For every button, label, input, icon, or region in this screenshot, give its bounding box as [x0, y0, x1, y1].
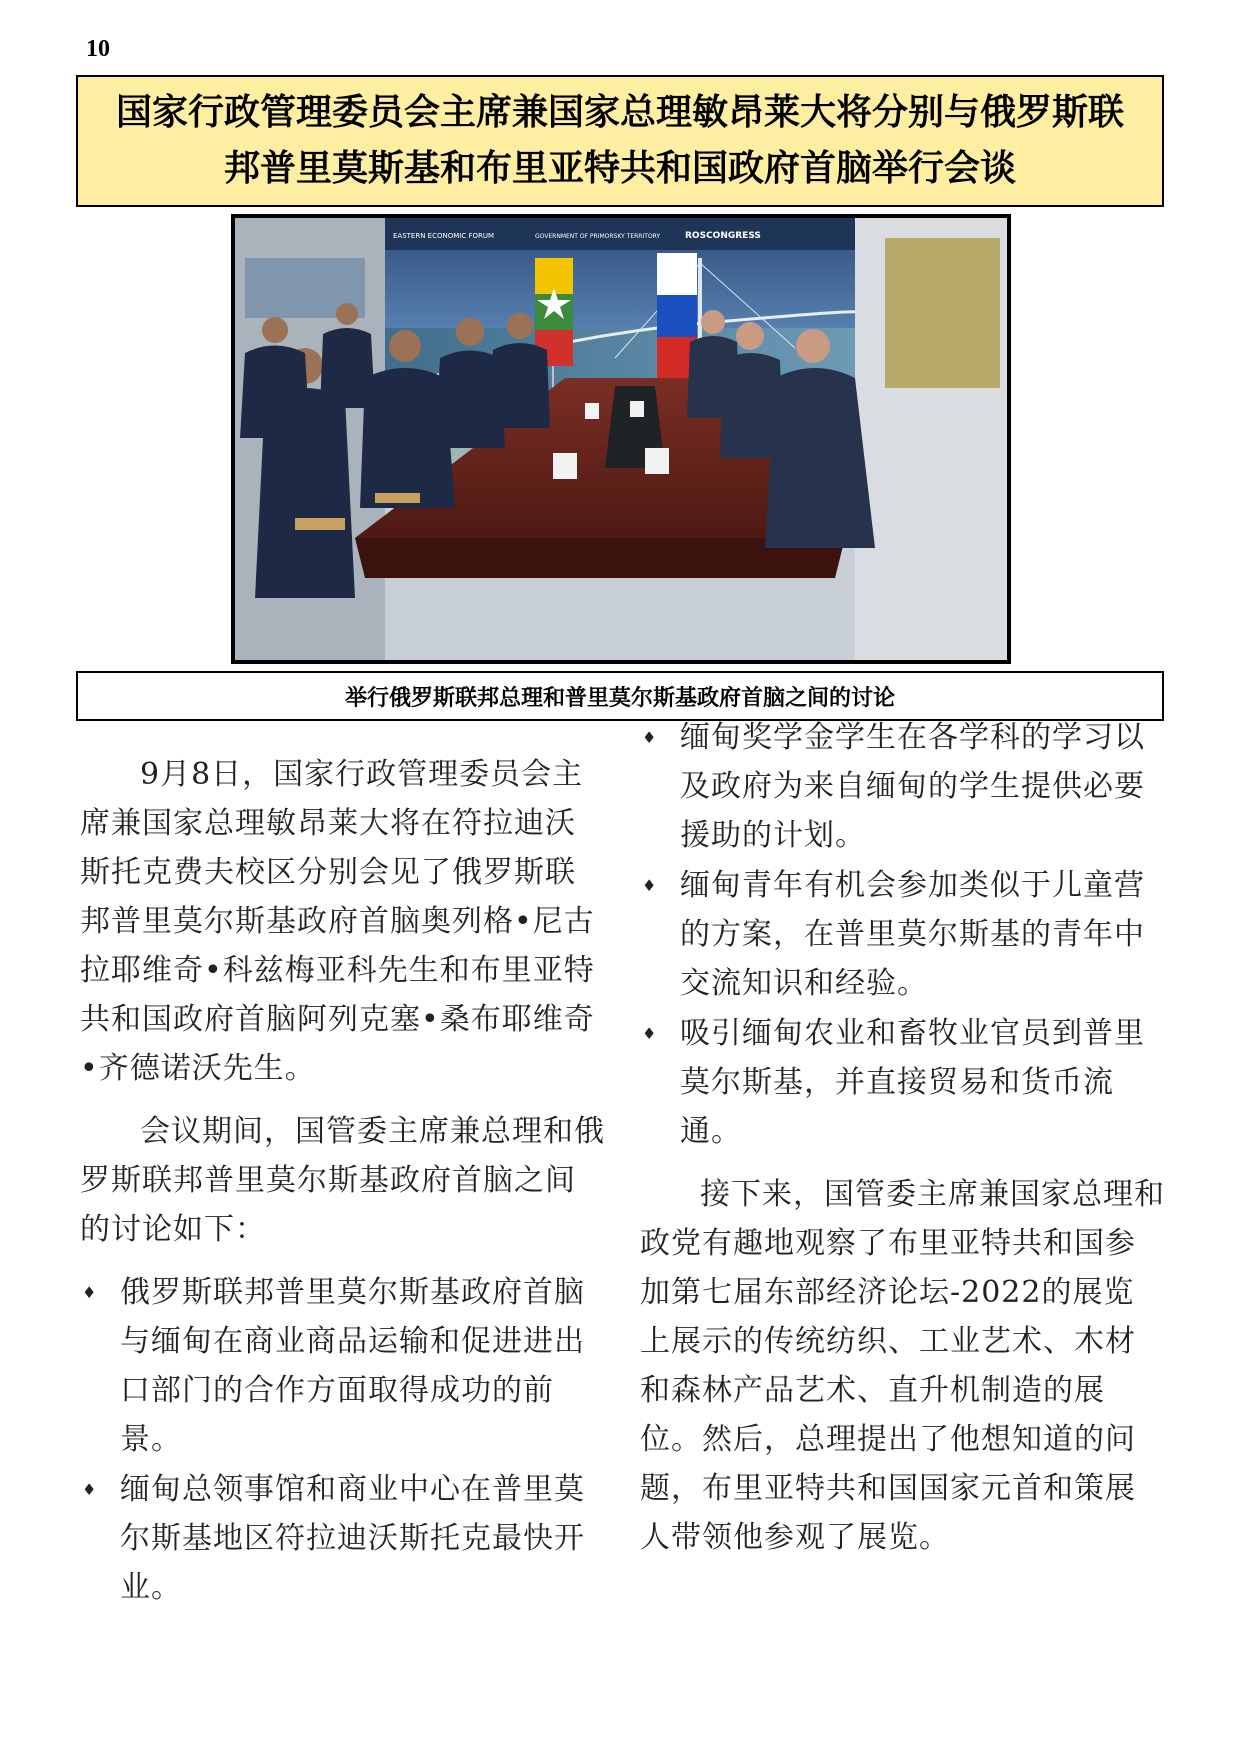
list-item [640, 861, 1165, 1008]
list-item-text: 俄罗斯联邦普里莫尔斯基政府首脑与缅甸在商业商品运输和促进进出口部门的合作方面取得成功的前景。 [120, 1275, 585, 1457]
list-item [640, 1009, 1165, 1156]
diamond-bullet-icon: ♦ [82, 1283, 98, 1302]
headline-line-2: 邦普里莫斯基和布里亚特共和国政府首脑举行会谈 [223, 148, 1016, 189]
list-item-text: 缅甸总领事馆和商业中心在普里莫尔斯基地区符拉迪沃斯托克最快开业。 [120, 1472, 585, 1605]
diamond-bullet-icon: ♦ [642, 1024, 658, 1043]
list-item-text: 缅甸青年有机会参加类似于儿童营的方案，在普里莫尔斯基的青年中交流知识和经验。 [680, 868, 1145, 1001]
list-item [80, 1465, 605, 1612]
article-paragraph-3: 接下来，国管委主席兼国家总理和政党有趣地观察了布里亚特共和国参加第七届东部经济论坛-2022的展览上展示的传统纺织、工业艺术、木材和森林产品艺术、直升机制造的展位。然后，总理提出了他想知道的问题，布里亚特共和国国家元首和策展人带领他参观了展览。 [640, 1177, 1165, 1555]
article-paragraph-1: 9月8日，国家行政管理委员会主席兼国家总理敏昂莱大将在符拉迪沃斯托克费夫校区分别会见了俄罗斯联邦普里莫尔斯基政府首脑奥列格•尼古拉耶维奇•科兹梅亚科先生和布里亚特共和国政府首脑阿列克塞•桑布耶维奇•齐德诺沃先生。 [80, 757, 595, 1086]
photo-banner-text-5: ROSCONGRESS [685, 231, 761, 241]
list-item [640, 713, 1165, 860]
page-number: 10 [86, 36, 110, 62]
left-column [80, 750, 605, 1613]
article-paragraph-2: 会议期间，国管委主席兼总理和俄罗斯联邦普里莫尔斯基政府首脑之间的讨论如下： [80, 1114, 605, 1247]
photo-banner-text-1: EASTERN ECONOMIC FORUM [393, 232, 495, 240]
list-item [80, 1268, 605, 1464]
photo-flag-russia-white [657, 253, 697, 295]
photo-banner-text-3: GOVERNMENT OF PRIMORSKY TERRITORY [535, 233, 661, 240]
photo-wall-picture [885, 238, 1000, 388]
meeting-photo [231, 214, 1011, 664]
photo-caption: 举行俄罗斯联邦总理和普里莫尔斯基政府首脑之间的讨论 [76, 671, 1164, 721]
discussion-list-left [80, 1268, 605, 1612]
list-item-text: 缅甸奖学金学生在各学科的学习以及政府为来自缅甸的学生提供必要援助的计划。 [680, 720, 1145, 853]
right-column [640, 720, 1165, 1562]
list-item-text: 吸引缅甸农业和畜牧业官员到普里莫尔斯基，并直接贸易和货币流通。 [680, 1016, 1145, 1149]
headline-line-1: 国家行政管理委员会主席兼国家总理敏昂莱大将分别与俄罗斯联 [115, 92, 1124, 133]
diamond-bullet-icon: ♦ [82, 1480, 98, 1499]
discussion-list-right [640, 713, 1165, 1156]
diamond-bullet-icon: ♦ [642, 728, 658, 747]
diamond-bullet-icon: ♦ [642, 876, 658, 895]
headline-box [76, 75, 1164, 207]
